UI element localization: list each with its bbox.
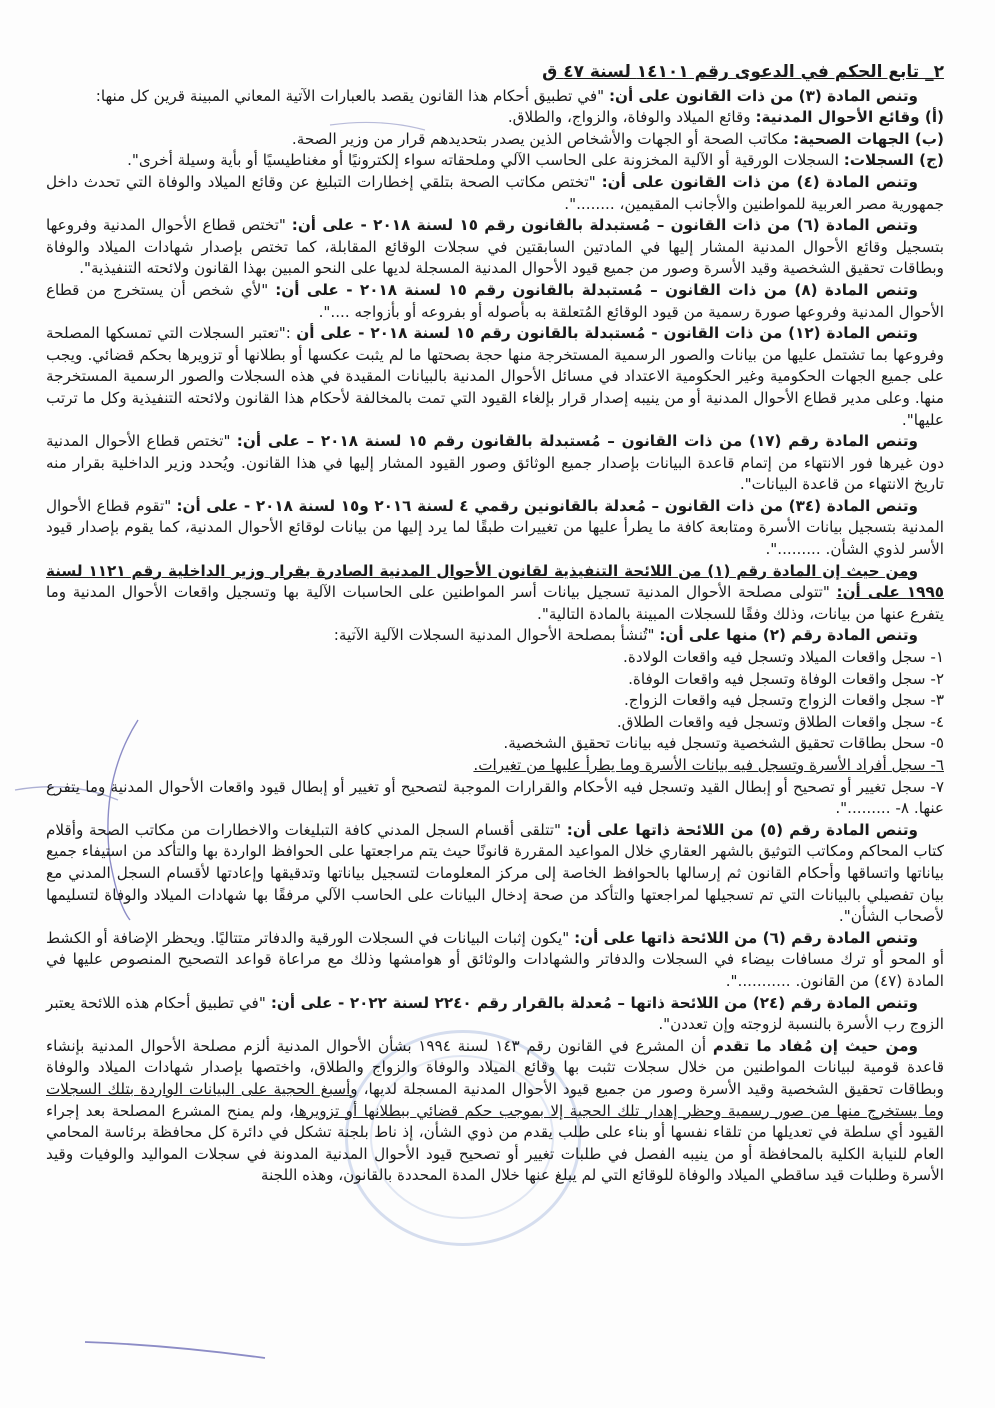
register-list-item: ٤- سجل واقعات الطلاق وتسجل فيه واقعات الطلاق.: [616, 712, 944, 731]
definition-term: (ج) السجلات:: [843, 151, 944, 170]
paragraph-text: "تختص مكاتب الصحة بتلقي إخطارات التبليغ عن وقائع الميلاد والوفاة التي تحدث داخل جمهورية مصر العربية للمواطنين والأجانب المقيمين، ........".: [46, 172, 944, 213]
register-list-item: ٥- سحل بطاقات تحقيق الشخصية وتسجل فيه بيانات تحقيق الشخصية.: [503, 734, 944, 753]
paragraph-lead: وتنص المادة (١٢) من ذات القانون - مُستبدلة بالقانون رقم ١٥ لسنة ٢٠١٨ - على أن: [296, 324, 918, 343]
definition-item: [46, 129, 944, 151]
paragraph: [46, 215, 944, 280]
definition-text: وقائع الميلاد والوفاة، والزواج، والطلاق.: [507, 108, 756, 127]
paragraph: [46, 928, 944, 993]
conclusion-lead: ومن حيث إن مُفاد ما تقدم: [712, 1036, 918, 1055]
paragraph-text: "تتلقى أقسام السجل المدني كافة التبليغات والاخطارات من مكاتب الصحة وأقلام كتاب المحاكم ومكاتب التوثيق بالشهر العقاري خلال المواعيد المقررة قانونًا حيث يتم مراجعتها على الحوافظ الواردة بها والتأكد من استيفاء جميع بياناتها واتساقها وأحكام القانون ثم إرسالها بالحوافظ الخاصة إلى مركز المعلومات لتسجيل بياناتها وتدقيقها وإعادتها لأقسام السجل المدني مع بيان تفصيلي بالبيانات التي تم تسجيلها لمراجعتها والتأكد من صحة إدخال البيانات على الحاسب الآلي مرفقًا بها شهادات الميلاد والوفاة لتسليمها لأصحاب الشأن".: [46, 820, 944, 926]
register-list-item: ١- سجل واقعات الميلاد وتسجل فيه واقعات الولادة.: [623, 648, 944, 667]
conclusion-underlined-text: وأسبغ الحجية على البيانات الواردة بتلك السجلات وما يستخرج منها من صور رسمية وحظر إهدار تلك الحجية إلا بموجب حكم قضائي ببطلانها أو تزويرها: [46, 1079, 944, 1120]
paragraph-lead: وتنص المادة (٣) من ذات القانون على أن:: [608, 86, 918, 105]
paragraph-text: "تقوم قطاع الأحوال المدنية بتسجيل بيانات الأسرة ومتابعة كافة ما يطرأ عليها من تغييرات طبقًا لما يرد إليها من بيانات لوقائع الأحوال المدنية، كما يقوم بإصدار قيود الأسر لذوي الشأن. .........".: [46, 496, 944, 559]
paragraph-text: "تختص قطاع الأحوال المدنية وفروعها بتسجيل وقائع الأحوال المدنية المشار إليها في المادتين السابقتين في سجلات الوقائع المقابلة، كما تختص بإصدار شهادات الميلاد والوفاة وبطاقات تحقيق الشخصية وقيد الأسرة وصور من جميع قيود الأحوال المدنية المسجلة لديها على النحو المبين بهذا القانون ولائحته التنفيذية".: [46, 216, 944, 278]
register-list-item: ٧- سجل تغيير أو تصحيح أو إبطال القيد وتسجل فيه الأحكام والقرارات الموجبة لتصحيح أو تغيير أو إبطال قيود واقعات الأحوال المدنية وما يتفرع عنها. ٨- .........".: [46, 777, 944, 818]
definition-term: (ب) الجهات الصحية:: [793, 129, 944, 148]
paragraph-text: :"تعتبر السجلات التي تمسكها المصلحة وفروعها بما تشتمل عليها من بيانات والصور الرسمية المستخرجة منها حجة بصحتها ما لم يثبت عكسها أو بطلانها أو تزويرها بحكم قضائي. ويجب على جميع الجهات الحكومية وغير الحكومية الاعتداد في مسائل الأحوال المدنية بالبيانات المقيدة في هذه السجلات والصور الرسمية المستخرجة منها. وعلى مدير قطاع الأحوال المدنية أو من ينيبه إصدار قرار بإلغاء القيود التي تمت بالمخالفة لأحكام هذا القانون ولائحته التنفيذية وكل ما ترتب عليها".: [46, 324, 944, 429]
article-2-lead: وتنص المادة رقم (٢) منها على أن:: [659, 626, 918, 645]
conclusion-text-end: ، ولم يمنح المشرع المصلحة بعد إجراء القيود أي سلطة في تعديلها من تلقاء نفسها أو بناء على طلب يقدم من ذوي الشأن، إذ ناط بلجنة تشكل في دائرة كل محافظة برئاسة المحامي العام للنيابة الكلية بالمحافظة أو من ينيبه الفصل في طلبات تغيير أو تصحيح قيود الأحوال المدنية المدونة في سجلات المواليد والوفيات وقيد الأسرة وطلبات قيد ساقطي الميلاد والوفاة للوقائع التي لم يبلغ عنها خلال المدة المحددة بالقانون، وهذه اللجنة: [46, 1101, 944, 1185]
article-2-text: "تُنشأ بمصلحة الأحوال المدنية السجلات الآلية الآتية:: [333, 626, 660, 645]
paragraph-text: "في تطبيق أحكام هذه اللائحة يعتبر الزوج رب الأسرة بالنسبة لزوجته وإن تعددن".: [46, 993, 944, 1034]
paragraph: [46, 431, 944, 496]
regulation-intro: [46, 561, 944, 626]
paragraph-lead: وتنص المادة (٦) من ذات القانون – مُستبدلة بالقانون رقم ١٥ لسنة ٢٠١٨ - على أن:: [291, 216, 918, 235]
article-2: [46, 625, 944, 647]
register-list-item: ٦- سجل أفراد الأسرة وتسجل فيه بيانات الأسرة وما يطرأ عليها من تغيرات.: [473, 756, 944, 774]
definition-item: [46, 150, 944, 172]
definition-text: مكاتب الصحة أو الجهات والأشخاص الذين يصدر بتحديدهم قرار من وزير الصحة.: [291, 129, 794, 148]
document-body: [46, 62, 944, 1187]
definition-term: (أ) وقائع الأحوال المدنية:: [755, 108, 944, 127]
pen-stroke-bottom: [85, 1342, 265, 1358]
paragraph-text: "في تطبيق أحكام هذا القانون يقصد بالعبارات الآتية المعاني المبينة قرين كل منها:: [95, 86, 609, 105]
regulation-text: "تتولى مصلحة الأحوال المدنية تسجيل بيانات أسر المواطنين على الحاسبات الآلية بها وتسجيل واقعات الأحوال المدنية وما يتفرع عنها من بيانات، وذلك وفقًا للسجلات المبينة بالمادة التالية".: [46, 583, 944, 623]
paragraph: [46, 86, 944, 108]
paragraph-text: "تختص قطاع الأحوال المدنية دون غيرها فور الانتهاء من إتمام قاعدة البيانات بإصدار جميع الوثائق وصور القيود المشار إليها في هذا القانون. ويُحدد وزير الداخلية بقرار منه تاريخ الانتهاء من قاعدة البيانات".: [46, 432, 944, 494]
paragraph-lead: وتنص المادة رقم (١٧) من ذات القانون – مُستبدلة بالقانون رقم ١٥ لسنة ٢٠١٨ – على أن:: [236, 432, 918, 451]
paragraph: [46, 323, 944, 431]
paragraph-lead: وتنص المادة رقم (٥) من اللائحة ذاتها على أن:: [566, 820, 918, 839]
definition-text: السجلات الورقية أو الآلية المخزونة على الحاسب الآلي وملحقاته سواء إلكترونيًا أو مغناطيسيًا أو بأية وسيلة أخرى".: [127, 151, 844, 170]
paragraph-lead: وتنص المادة رقم (٦) من اللائحة ذاتها على أن:: [574, 928, 918, 947]
paragraph: [46, 993, 944, 1036]
paragraph-text: "لأي شخص أن يستخرج من قطاع الأحوال المدنية وفروعها صورة رسمية من قيود الوقائع المُتعلقة به بأصوله أو بفروعه أو بأزواجه ....".: [46, 280, 944, 321]
paragraph-lead: وتنص المادة رقم (٢٤) من اللائحة ذاتها – مُعدلة بالقرار رقم ٢٢٤٠ لسنة ٢٠٢٢ - على أن:: [270, 993, 918, 1012]
regulation-lead: ومن حيث إن المادة رقم (١) من اللائحة التنفيذية لقانون الأحوال المدنية الصادرة بقرار وزير الداخلية رقم ١١٢١ لسنة ١٩٩٥ على أن:: [46, 561, 944, 602]
paragraph-lead: وتنص المادة (٨) من ذات القانون – مُستبدلة بالقانون رقم ١٥ لسنة ٢٠١٨ - على أن:: [275, 280, 918, 299]
paragraph: [46, 172, 944, 215]
paragraph-lead: وتنص المادة (٤) من ذات القانون على أن:: [601, 172, 918, 191]
paragraph: [46, 820, 944, 928]
paragraph: [46, 280, 944, 323]
paragraph: [46, 496, 944, 561]
conclusion-text: أن المشرع في القانون رقم ١٤٣ لسنة ١٩٩٤ بشأن الأحوال المدنية ألزم مصلحة الأحوال المدنية بإنشاء قاعدة قومية لبيانات المواطنين من خلال سجلات تثبت بها وقائع الميلاد والوفاة والزواج والطلاق، واختصها بإصدار شهادات الميلاد والوفاة وبطاقات تحقيق الشخصية وقيد الأسرة وصور من جميع قيود الأحوال المدنية المسجلة لديها،: [46, 1036, 944, 1098]
definition-item: [46, 107, 944, 129]
paragraph-text: "يكون إثبات البيانات في السجلات الورقية والدفاتر متتاليًا. ويحظر الإضافة أو الكشط أو المحو أو ترك مسافات بيضاء في السجلات والدفاتر والشهادات والوثائق أو هوامشها وذلك مع مراعاة قواعد التصحيح المنصوص عليها في المادة (٤٧) من القانون. ...........".: [46, 928, 944, 990]
paragraph-lead: وتنص المادة (٣٤) من ذات القانون – مُعدلة بالقانونين رقمي ٤ لسنة ٢٠١٦ و١٥ لسنة ٢٠١٨ - على أن:: [176, 496, 918, 515]
register-list-item: ٣- سجل واقعات الزواج وتسجل فيه واقعات الزواج.: [623, 691, 944, 710]
page-header: ٢_ تابع الحكم في الدعوى رقم ١٤١٠١ لسنة ٤٧ ق: [542, 62, 944, 82]
conclusion-paragraph: [46, 1036, 944, 1187]
register-list-item: ٢- سجل واقعات الوفاة وتسجل فيه واقعات الوفاة.: [628, 669, 944, 688]
